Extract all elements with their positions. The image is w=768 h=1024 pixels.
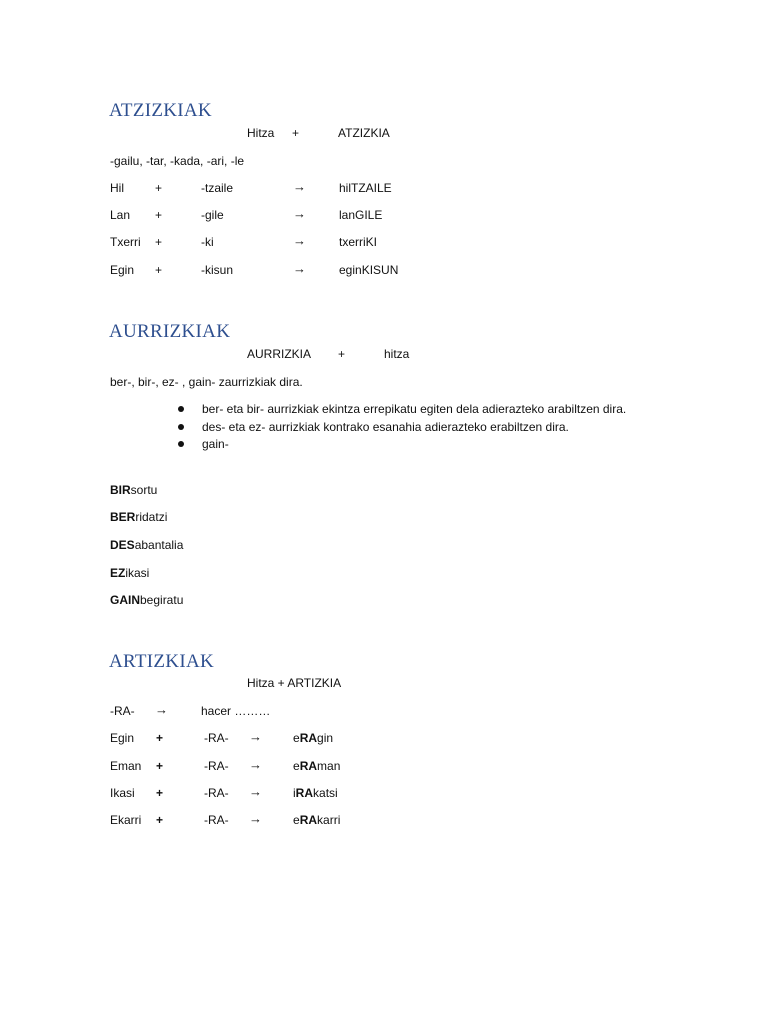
row-result: txerriKI	[339, 235, 378, 249]
arrow-icon: →	[293, 261, 306, 276]
aurrizkiak-heading: AURRIZKIAK	[109, 321, 231, 342]
row-word: Lan	[110, 208, 131, 222]
row-plus: +	[156, 813, 164, 827]
bullet-item: ber- eta bir- aurrizkiak ekintza errepikatu egiten dela adierazteko arabiltzen dira.	[178, 401, 648, 419]
row-word: Egin	[110, 263, 135, 277]
example-prefix: DES	[110, 538, 135, 552]
row-infix: -RA-	[204, 786, 229, 800]
aurrizkiak-formula-op: +	[338, 347, 346, 361]
row-plus: +	[155, 235, 163, 249]
row-suffix: -tzaile	[201, 181, 234, 195]
example-prefix: BIR	[110, 483, 131, 497]
arrow-icon: →	[249, 811, 262, 826]
example-prefix: GAIN	[110, 593, 140, 607]
example-rest: ridatzi	[135, 510, 168, 524]
aurrizkiak-example	[110, 593, 183, 607]
result-infix: RA	[299, 759, 318, 773]
row-result: hilTZAILE	[339, 181, 392, 195]
arrow-icon: →	[249, 757, 262, 772]
atzizkiak-formula-left: Hitza	[247, 126, 275, 140]
row-plus: +	[155, 181, 163, 195]
row-word: Egin	[110, 731, 135, 745]
aurrizkiak-example	[110, 538, 183, 552]
result-infix: RA	[299, 731, 318, 745]
aurrizkiak-prefix-list: ber-, bir-, ez- , gain- zaurrizkiak dira.	[110, 375, 303, 389]
row-suffix: -gile	[201, 208, 224, 222]
row-word: Hil	[110, 181, 124, 195]
example-rest: ikasi	[125, 566, 150, 580]
aurrizkiak-example	[110, 483, 157, 497]
row-infix: -RA-	[204, 813, 229, 827]
row-word: Ekarri	[110, 813, 142, 827]
result-post: man	[317, 759, 341, 773]
row-result	[293, 813, 340, 827]
row-result: eginKISUN	[339, 263, 399, 277]
result-infix: RA	[299, 813, 318, 827]
row-plus: +	[156, 786, 164, 800]
arrow-icon: →	[293, 179, 306, 194]
artizkiak-formula: Hitza + ARTIZKIA	[247, 676, 342, 690]
row-word: Ikasi	[110, 786, 135, 800]
result-pre: e	[293, 759, 300, 773]
atzizkiak-heading: ATZIZKIAK	[109, 100, 212, 121]
row-plus: +	[155, 208, 163, 222]
example-rest: abantalia	[134, 538, 184, 552]
example-prefix: BER	[110, 510, 136, 524]
row-plus: +	[156, 759, 164, 773]
row-plus: +	[155, 263, 163, 277]
result-pre: e	[293, 731, 300, 745]
row-plus: +	[156, 731, 164, 745]
example-rest: begiratu	[140, 593, 184, 607]
row-infix: -RA-	[204, 759, 229, 773]
row-word: Eman	[110, 759, 142, 773]
row-result	[293, 786, 338, 800]
result-pre: i	[293, 786, 296, 800]
result-post: gin	[317, 731, 334, 745]
arrow-icon: →	[293, 233, 306, 248]
row-suffix: -ki	[201, 235, 214, 249]
bullet-item: des- eta ez- aurrizkiak kontrako esanahia adierazteko erabiltzen dira.	[178, 419, 648, 437]
bullet-item: gain-	[178, 436, 648, 454]
arrow-icon: →	[155, 702, 168, 717]
result-post: katsi	[313, 786, 338, 800]
atzizkiak-suffix-list: -gailu, -tar, -kada, -ari, -le	[110, 154, 245, 168]
example-rest: sortu	[130, 483, 158, 497]
atzizkiak-formula-right: ATZIZKIA	[338, 126, 390, 140]
row-result	[293, 759, 340, 773]
artizkiak-heading: ARTIZKIAK	[109, 651, 214, 672]
row-word: Txerri	[110, 235, 141, 249]
arrow-icon: →	[249, 729, 262, 744]
row-suffix: -kisun	[201, 263, 234, 277]
result-infix: RA	[295, 786, 314, 800]
atzizkiak-formula-op: +	[292, 126, 300, 140]
row-result: lanGILE	[339, 208, 383, 222]
arrow-icon: →	[293, 206, 306, 221]
artizkiak-intro-infix: -RA-	[110, 704, 135, 718]
artizkiak-intro-meaning: hacer ………	[201, 704, 271, 718]
arrow-icon: →	[249, 784, 262, 799]
aurrizkiak-example	[110, 510, 167, 524]
example-prefix: EZ	[110, 566, 126, 580]
row-result	[293, 731, 333, 745]
aurrizkiak-formula-left: AURRIZKIA	[247, 347, 312, 361]
result-pre: e	[293, 813, 300, 827]
result-post: karri	[317, 813, 341, 827]
aurrizkiak-formula-right: hitza	[384, 347, 410, 361]
aurrizkiak-example	[110, 566, 149, 580]
aurrizkiak-bullet-list	[178, 401, 648, 454]
row-infix: -RA-	[204, 731, 229, 745]
